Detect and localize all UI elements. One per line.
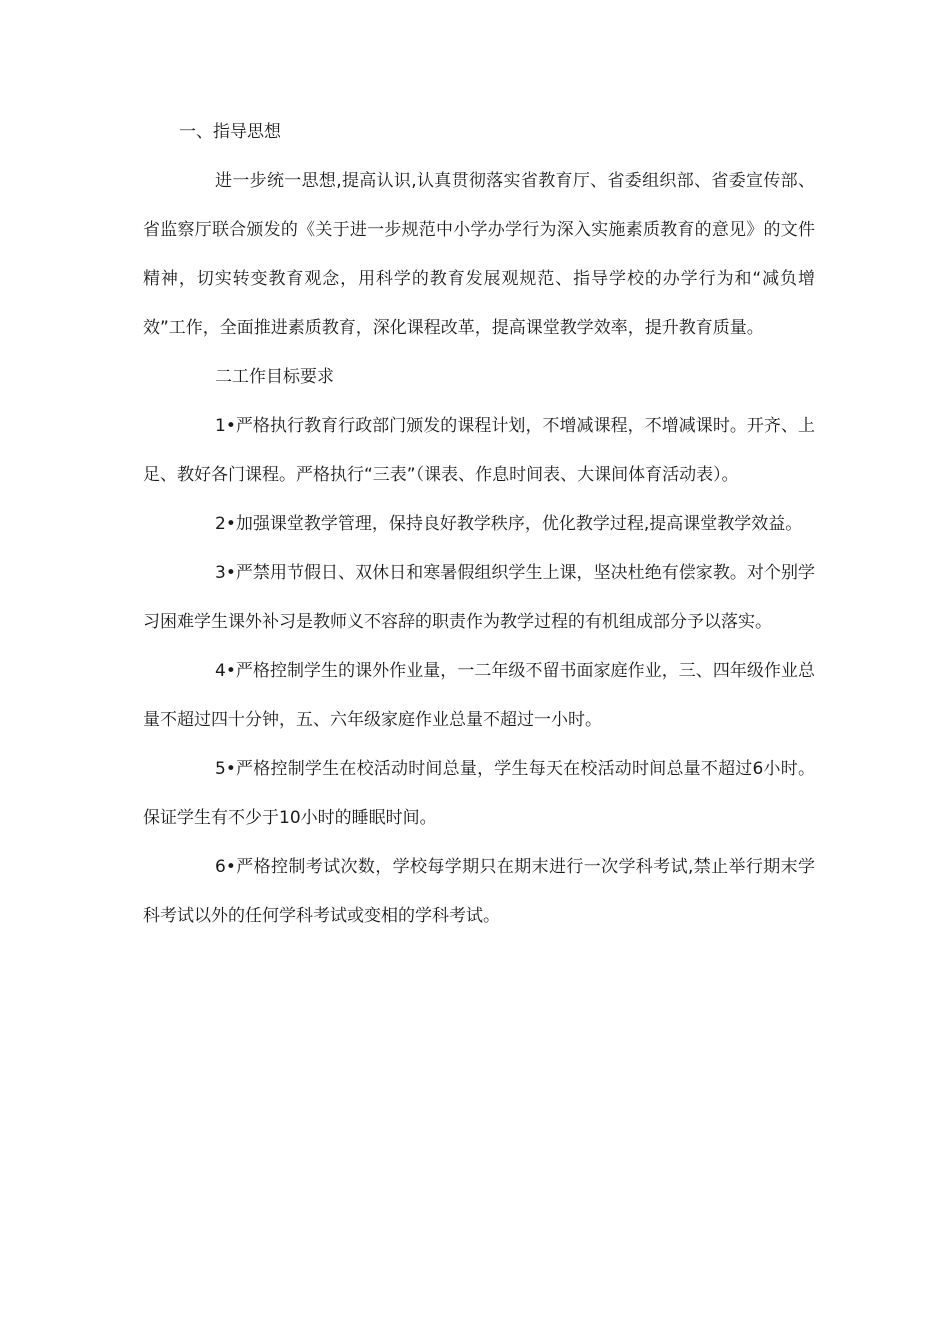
paragraph-guiding-ideology: 进一步统一思想,提高认识,认真贯彻落实省教育厅、省委组织部、省委宣传部、省监察厅联合颁发的《关于进一步规范中小学办学行为深入实施素质教育的意见》的文件精神，切实转变教育观念，用科学的教育发展观规范、指导学校的办学行为和“减负增效”工作，全面推进素质教育，深化课程改革，提高课堂教学效率，提升教育质量。 [143, 171, 815, 338]
section-heading-work-goals: 二工作目标要求 [215, 367, 334, 387]
list-item-1: 1•严格执行教育行政部门颁发的课程计划，不增减课程，不增减课时。开齐、上足、教好各门课程。严格执行“三表”（课表、作息时间表、大课间体育活动表）。 [143, 416, 815, 485]
document-body [143, 108, 815, 941]
list-item-3: 3•严禁用节假日、双休日和寒暑假组织学生上课，坚决杜绝有偿家教。对个别学习困难学生课外补习是教师义不容辞的职责作为教学过程的有机组成部分予以落实。 [143, 563, 815, 632]
list-item-4: 4•严格控制学生的课外作业量，一二年级不留书面家庭作业，三、四年级作业总量不超过四十分钟，五、六年级家庭作业总量不超过一小时。 [143, 661, 815, 730]
list-item-5: 5•严格控制学生在校活动时间总量，学生每天在校活动时间总量不超过6小时。保证学生有不少于10小时的睡眠时间。 [143, 759, 815, 828]
list-item-6: 6•严格控制考试次数，学校每学期只在期末进行一次学科考试,禁止举行期末学科考试以外的任何学科考试或变相的学科考试。 [143, 857, 815, 926]
section-heading-guiding-ideology: 一、指导思想 [179, 122, 281, 142]
list-item-2: 2•加强课堂教学管理，保持良好教学秩序，优化教学过程,提高课堂教学效益。 [215, 514, 803, 534]
